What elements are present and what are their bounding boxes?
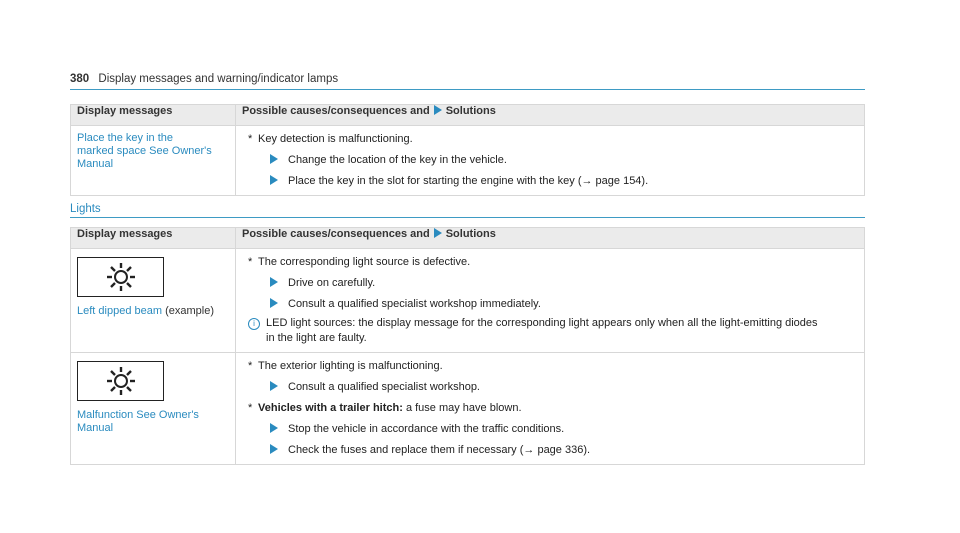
note-text: LED light sources: the display message for the corresponding light appears only when all the light-emitting diodes <box>266 317 818 329</box>
page-header-title: Display messages and warning/indicator lamps <box>98 73 339 85</box>
page-number: 380 <box>70 73 90 85</box>
message-suffix: (example) <box>165 305 214 317</box>
col-causes-label: Possible causes/consequences and <box>242 228 430 240</box>
cause-text: a fuse may have blown. <box>405 402 522 414</box>
col-causes-solutions <box>236 228 865 249</box>
cause-solution-cell <box>236 353 865 465</box>
note-line <box>248 316 858 331</box>
step-text: Check the fuses and replace them if necessary (→ page 336). <box>288 444 591 456</box>
message-text-wrap <box>77 305 229 318</box>
step-text: Change the location of the key in the vehicle. <box>288 154 507 166</box>
table-header-row <box>71 105 865 126</box>
solution-arrow-icon <box>434 105 442 115</box>
message-text: Place the key in the marked space See Owner's Manual <box>77 132 212 170</box>
info-icon: i <box>248 318 260 330</box>
solution-step <box>248 443 858 458</box>
col-solutions-label: Solutions <box>445 105 496 117</box>
solution-step <box>248 297 858 312</box>
display-message <box>71 126 236 196</box>
exterior-light-icon <box>77 361 164 401</box>
col-solutions-label: Solutions <box>445 228 496 240</box>
message-text: Malfunction See Owner's Manual <box>77 409 199 434</box>
message-text: Left dipped beam <box>77 305 163 317</box>
cause-text: The corresponding light source is defective. <box>258 256 471 268</box>
display-message <box>71 249 236 353</box>
table-row <box>71 126 865 196</box>
page-header <box>70 73 338 85</box>
step-text: Consult a qualified specialist workshop immediately. <box>288 298 541 310</box>
cause-solution-cell <box>236 249 865 353</box>
solution-step <box>248 422 858 437</box>
col-causes-label: Possible causes/consequences and <box>242 105 430 117</box>
section-rule <box>70 217 865 218</box>
step-text: Drive on carefully. <box>288 277 376 289</box>
col-display-messages: Display messages <box>71 105 236 126</box>
step-arrow-icon <box>270 298 278 308</box>
step-text: Stop the vehicle in accordance with the traffic conditions. <box>288 423 565 435</box>
cause-text: Key detection is malfunctioning. <box>258 133 413 145</box>
col-causes-solutions <box>236 105 865 126</box>
lights-message-table <box>70 227 865 465</box>
cause-line: * The exterior lighting is malfunctioning. <box>248 360 443 372</box>
cause-line: * Key detection is malfunctioning. <box>248 133 413 145</box>
step-arrow-icon <box>270 444 278 454</box>
solution-arrow-icon <box>434 228 442 238</box>
cause-label: Vehicles with a trailer hitch: <box>258 402 403 414</box>
solution-step <box>248 153 858 168</box>
table-row <box>71 249 865 353</box>
step-arrow-icon <box>270 154 278 164</box>
step-arrow-icon <box>270 423 278 433</box>
header-rule <box>70 89 865 90</box>
table-row <box>71 353 865 465</box>
step-arrow-icon <box>270 381 278 391</box>
solution-step <box>248 174 858 189</box>
key-message-table <box>70 104 865 196</box>
col-display-messages: Display messages <box>71 228 236 249</box>
step-arrow-icon <box>270 277 278 287</box>
note-line-2: in the light are faulty. <box>266 332 367 344</box>
step-text: Place the key in the slot for starting the engine with the key (→ page 154). <box>288 175 649 187</box>
table-header-row <box>71 228 865 249</box>
step-arrow-icon <box>270 175 278 185</box>
step-text: Consult a qualified specialist workshop. <box>288 381 480 393</box>
solution-step <box>248 276 858 291</box>
cause-solution-cell <box>236 126 865 196</box>
solution-step <box>248 380 858 395</box>
cause-line: * Vehicles with a trailer hitch: a fuse may have blown. <box>248 402 522 414</box>
cause-line: * The corresponding light source is defective. <box>248 256 471 268</box>
section-title: Lights <box>70 203 101 215</box>
exterior-light-icon <box>77 257 164 297</box>
cause-text: The exterior lighting is malfunctioning. <box>258 360 443 372</box>
display-message <box>71 353 236 465</box>
